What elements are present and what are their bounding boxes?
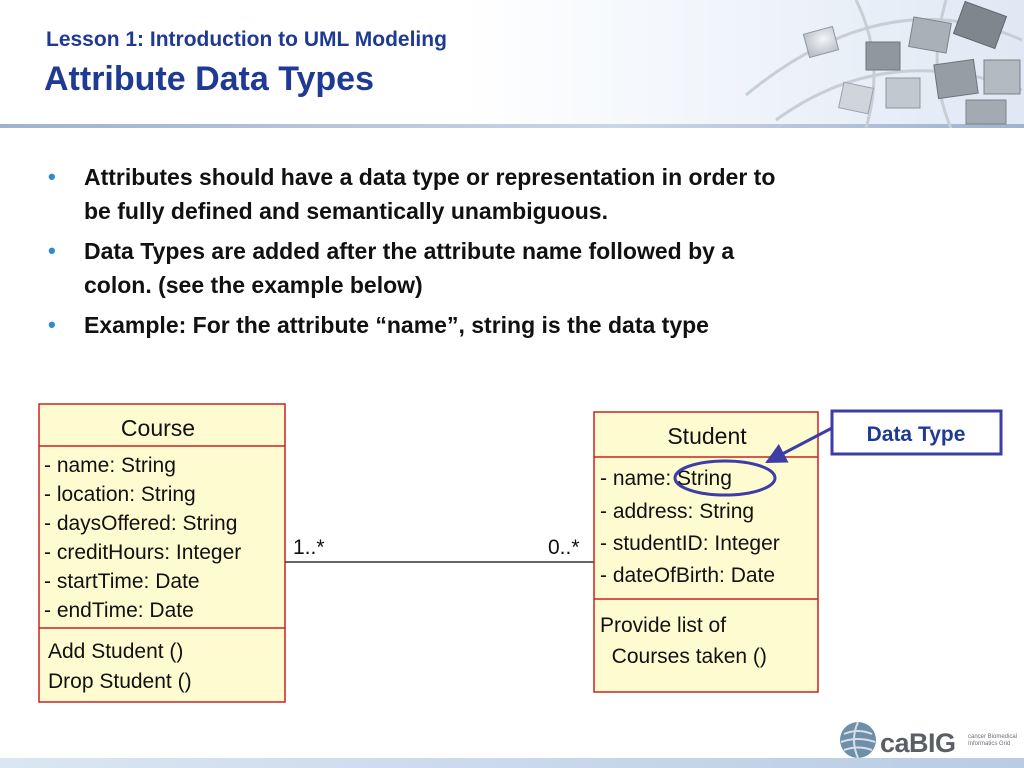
- course-class-box: [39, 404, 285, 702]
- student-attribute: - studentID: Integer: [600, 532, 780, 555]
- course-attribute: - endTime: Date: [44, 599, 194, 622]
- bullet-text-line: Attributes should have a data type or representation in order to: [84, 164, 776, 190]
- callout-label: Data Type: [866, 423, 966, 446]
- course-multiplicity: 1..*: [293, 536, 325, 559]
- student-attribute: - dateOfBirth: Date: [600, 564, 776, 587]
- bullet-text-line: Data Types are added after the attribute name followed by a: [84, 238, 735, 264]
- lesson-subtitle: Lesson 1: Introduction to UML Modeling: [46, 28, 447, 51]
- bullet-icon: •: [48, 238, 56, 263]
- bullet-icon: •: [48, 312, 56, 337]
- student-operation: Courses taken (): [600, 645, 767, 668]
- bullet-text-line: colon. (see the example below): [84, 272, 423, 298]
- student-attribute: - address: String: [600, 500, 755, 523]
- course-operation: Drop Student (): [48, 670, 192, 693]
- student-operation: Provide list of: [600, 614, 727, 637]
- student-multiplicity: 0..*: [548, 536, 580, 559]
- footer-bar: [0, 758, 1024, 768]
- cabig-logo-icon: [838, 720, 878, 760]
- bullet-icon: •: [48, 164, 56, 189]
- course-attribute: - creditHours: Integer: [44, 541, 242, 564]
- course-operation: Add Student (): [48, 640, 184, 663]
- cabig-logo-subtext: cancer Biomedical Informatics Grid: [968, 734, 1018, 747]
- course-attribute: - startTime: Date: [44, 570, 200, 593]
- student-attribute: - name: String: [600, 467, 732, 490]
- course-attribute: - daysOffered: String: [44, 512, 238, 535]
- course-class-name: Course: [120, 415, 196, 441]
- data-type-callout: [832, 411, 1001, 454]
- slide-title: Attribute Data Types: [44, 60, 374, 98]
- course-attribute: - location: String: [44, 483, 196, 506]
- student-class-name: Student: [667, 423, 747, 449]
- cabig-logo-text: caBIG: [880, 728, 956, 758]
- bullet-text-line: be fully defined and semantically unambiguous.: [84, 198, 608, 224]
- course-attribute: - name: String: [44, 454, 176, 477]
- bullet-text-line: Example: For the attribute “name”, string is the data type: [84, 312, 709, 338]
